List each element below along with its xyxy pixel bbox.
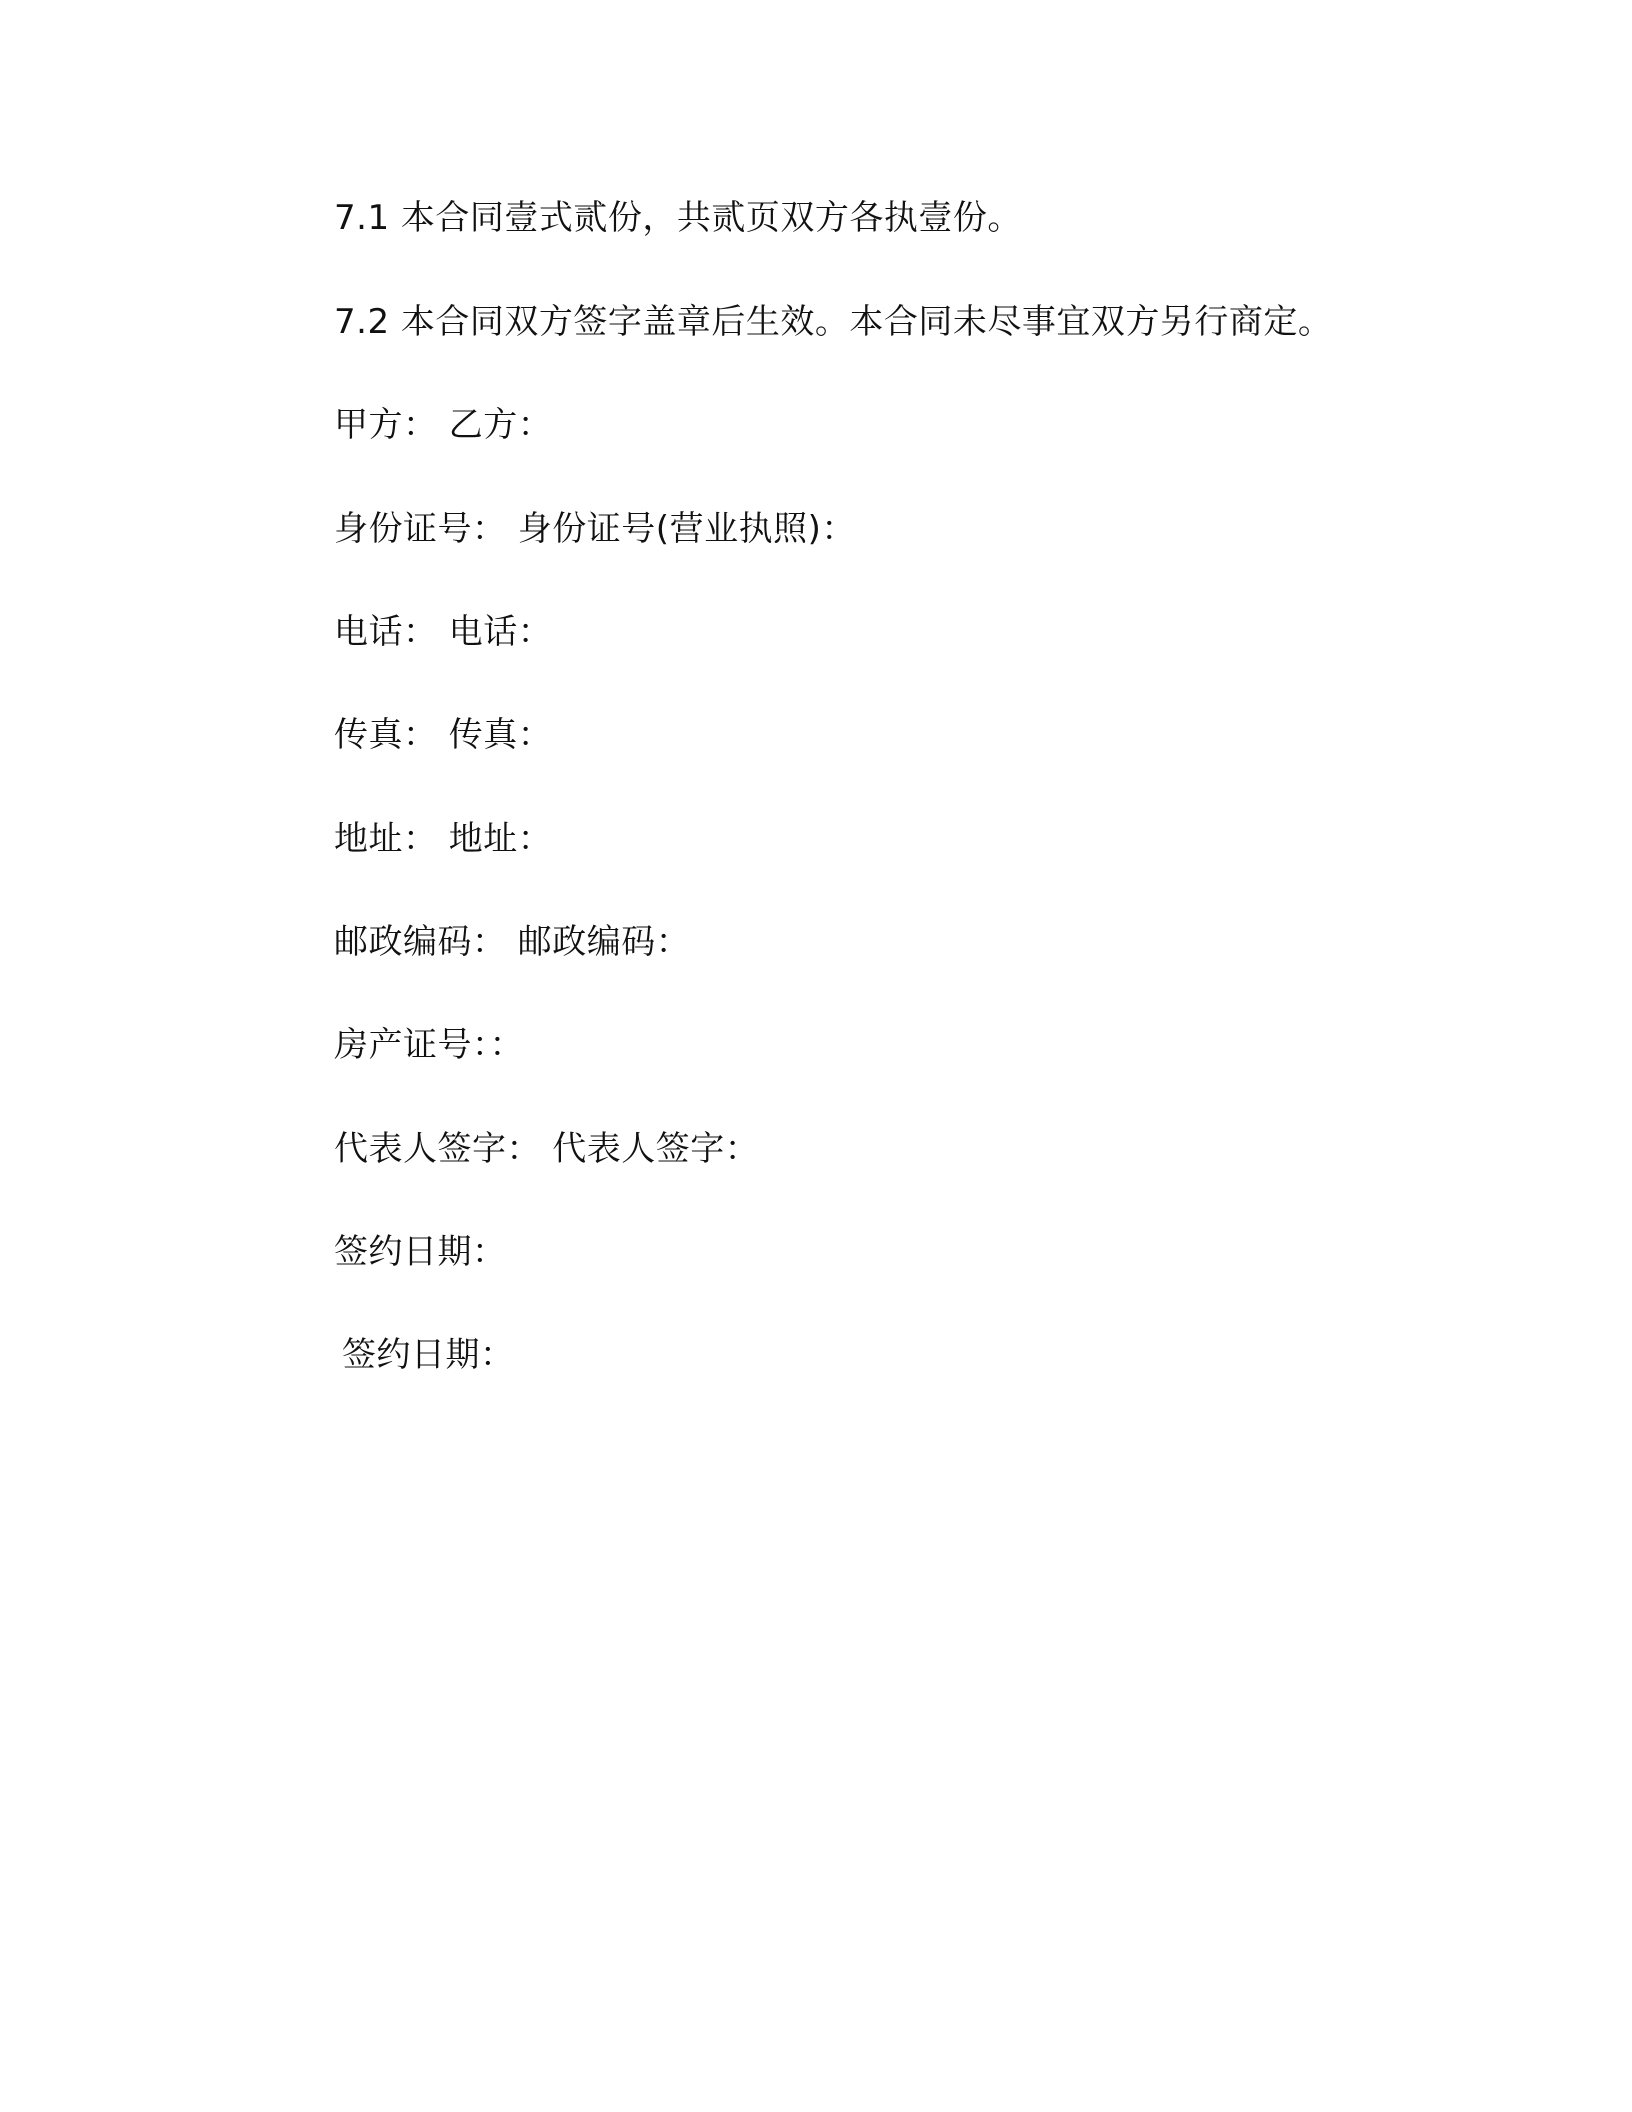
postal-code-line: 邮政编码： 邮政编码： <box>334 922 691 962</box>
signing-date-line: 签约日期： <box>334 1232 507 1272</box>
party-a-b-line: 甲方： 乙方： <box>334 405 553 445</box>
clause-7-1: 7.1 本合同壹式贰份，共贰页双方各执壹份。 <box>334 198 1022 238</box>
clause-7-2: 7.2 本合同双方签字盖章后生效。本合同未尽事宜双方另行商定。 <box>334 302 1333 342</box>
property-cert-line: 房产证号：： <box>334 1025 524 1065</box>
signing-date-line-2: 签约日期： <box>342 1335 515 1375</box>
fax-line: 传真： 传真： <box>334 715 553 755</box>
representative-signature-line: 代表人签字： 代表人签字： <box>334 1129 760 1169</box>
address-line: 地址： 地址： <box>334 819 553 859</box>
id-number-line: 身份证号： 身份证号(营业执照)： <box>334 509 856 549</box>
phone-line: 电话： 电话： <box>334 612 553 652</box>
